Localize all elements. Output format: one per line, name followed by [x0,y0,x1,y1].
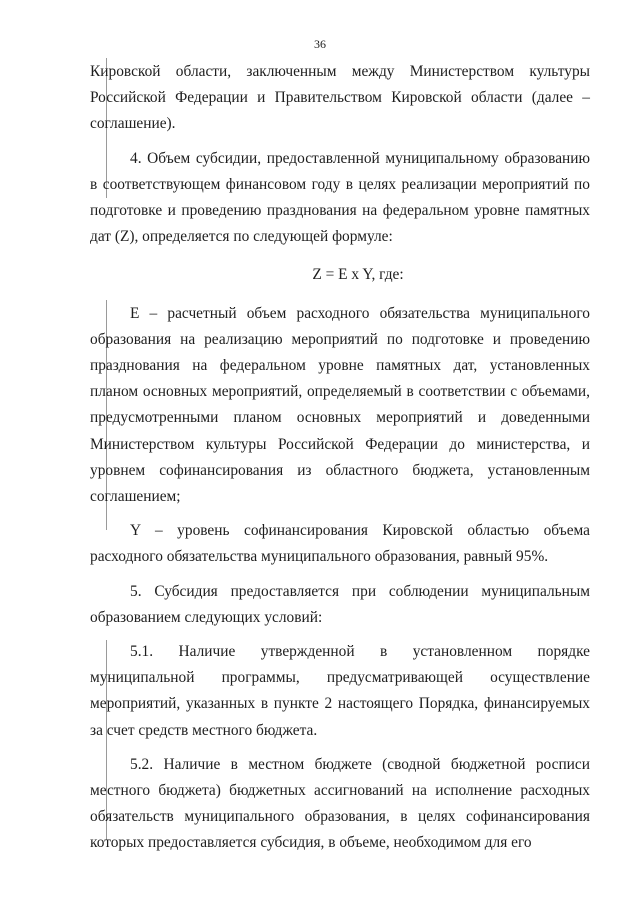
paragraph-intro-continuation: Кировской области, заключенным между Министерством культуры Российской Федерации и Правительством Кировской области (далее – соглашение). [90,63,590,133]
formula: Z = E x Y, где: [312,266,404,284]
paragraph-5-2: 5.2. Наличие в местном бюджете (сводной бюджетной росписи местного бюджета) бюджетных ассигнований на исполнение расходных обязательств муниципального образования, в целях софинансирования которых предоставляется субсидия, в объеме, необходимом для его [90,755,590,852]
paragraph-e-definition: E – расчетный объем расходного обязательства муниципального образования на реализацию мероприятий по подготовке и проведению празднования на федеральном уровне памятных дат, установленных планом основных мероприятий, определяемый в соответствии с объемами, предусмотренными планом основных мероприятий и доведенными Министерством культуры Российской Федерации до министерства, и уровнем софинансирования из областного бюджета, установленным соглашением; [90,304,590,506]
document-body [90,59,590,857]
page-number: 36 [314,37,326,51]
paragraph-4-subsidy-volume: 4. Объем субсидии, предоставленной муниципальному образованию в соответствующем финансовом году в целях реализации мероприятий по подготовке и проведению празднования на федеральном уровне памятных дат (Z), определяется по следующей формуле: [90,149,590,246]
paragraph-y-definition: Y – уровень софинансирования Кировской областью объема расходного обязательства муниципального образования, равный 95%. [90,522,590,566]
paragraph-5-1: 5.1. Наличие утвержденной в установленном порядке муниципальной программы, предусматривающей осуществление мероприятий, указанных в пункте 2 настоящего Порядка, финансируемых за счет средств местного бюджета. [90,643,590,739]
paragraph-5-conditions: 5. Субсидия предоставляется при соблюдении муниципальным образованием следующих условий: [90,582,590,626]
